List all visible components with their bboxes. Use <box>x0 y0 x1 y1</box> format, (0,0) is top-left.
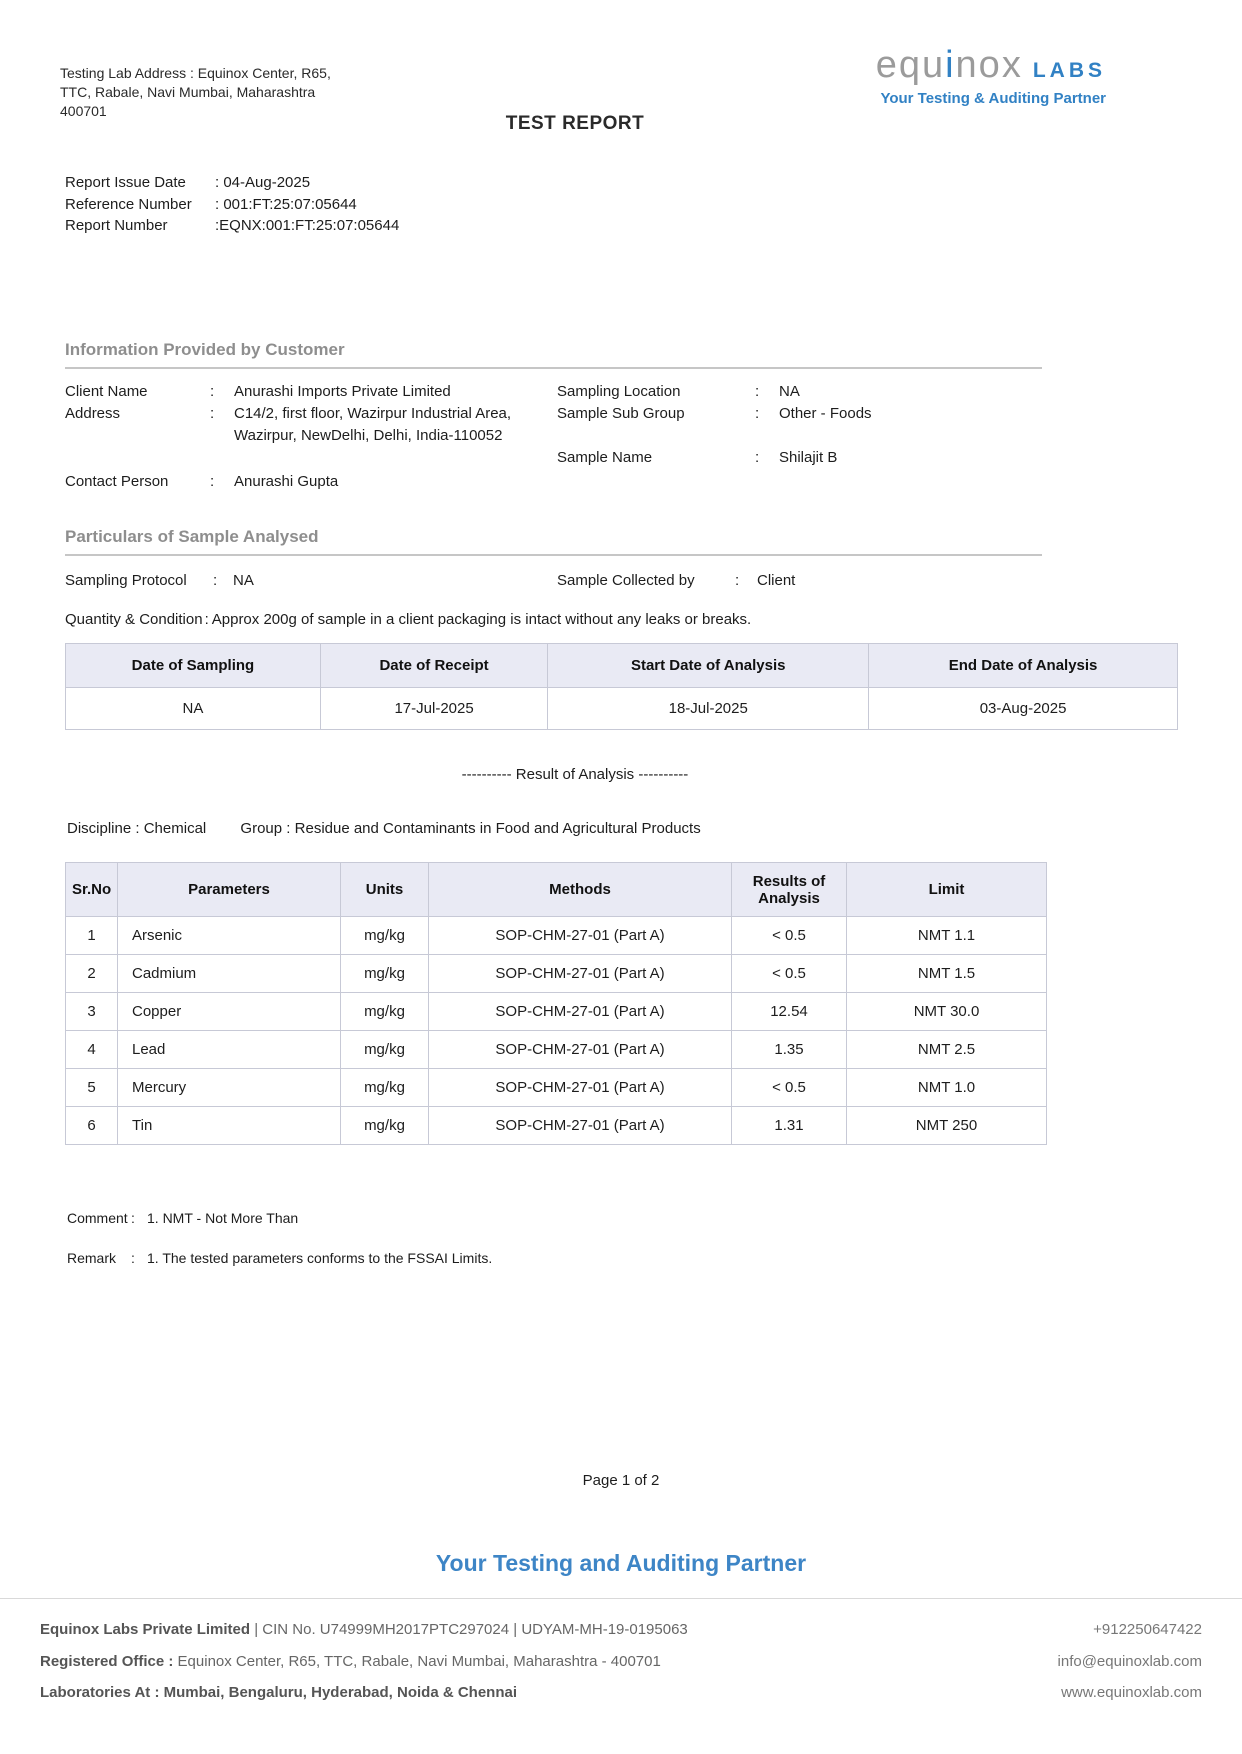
reference-number-value: : 001:FT:25:07:05644 <box>215 195 357 213</box>
reference-number-row <box>65 194 399 216</box>
sample-name-label: Sample Name <box>557 449 653 466</box>
footer-row-1 <box>40 1614 1202 1646</box>
bottom-tagline: Your Testing and Auditing Partner <box>435 1550 807 1576</box>
logo-wordmark <box>850 44 1106 87</box>
customer-info-grid <box>65 381 1042 493</box>
remark-label: Remark <box>67 1250 117 1266</box>
footer-website: www.equinoxlab.com <box>1061 1684 1202 1701</box>
comment-label: Comment <box>67 1210 128 1226</box>
registered-office-label: Registered Office : <box>40 1652 174 1670</box>
discipline-label: Discipline <box>67 820 132 837</box>
logo-tagline: Your Testing & Auditing Partner <box>880 90 1106 107</box>
address-row: Address : C14/2, first floor, Wazirpur Industrial Area, Wazirpur, NewDelhi, Delhi, India-110052 <box>65 403 557 447</box>
date-of-sampling-value: NA <box>66 688 321 730</box>
srno-cell: 1 <box>66 917 118 955</box>
remark-row: Remark : 1. The tested parameters conforms to the FSSAI Limits. <box>67 1250 493 1266</box>
dates-header-row <box>66 644 1178 688</box>
report-issue-date-value: : 04-Aug-2025 <box>215 174 311 191</box>
units-cell: mg/kg <box>341 993 429 1031</box>
comment-text: 1. NMT - Not More Than <box>147 1210 299 1226</box>
client-name-label: Client Name <box>65 383 148 400</box>
remark-text: 1. The tested parameters conforms to the FSSAI Limits. <box>147 1250 493 1266</box>
customer-info-heading: Information Provided by Customer <box>65 340 1042 369</box>
limit-cell: NMT 1.1 <box>847 917 1047 955</box>
report-number-label: Report Number <box>65 217 168 234</box>
sample-name-row: Sample Name : Shilajit B <box>557 447 1042 469</box>
sampling-protocol-value: NA <box>233 572 254 589</box>
equinox-labs-logo <box>850 44 1106 107</box>
parameter-cell: Tin <box>118 1107 341 1145</box>
methods-header: Methods <box>429 863 732 917</box>
particulars-row <box>65 570 1042 592</box>
page-title: TEST REPORT <box>505 113 645 134</box>
report-number-value: :EQNX:001:FT:25:07:05644 <box>215 217 400 234</box>
company-line <box>40 1614 688 1646</box>
sample-collected-by-value: Client <box>757 572 796 589</box>
sample-sub-group-value: Other - Foods <box>779 405 872 422</box>
sample-collected-by-label: Sample Collected by <box>557 572 695 589</box>
logo-blue-i: i <box>945 44 956 86</box>
limit-cell: NMT 1.0 <box>847 1069 1047 1107</box>
start-date-header: Start Date of Analysis <box>548 644 869 688</box>
sampling-protocol-label: Sampling Protocol <box>65 572 187 589</box>
particulars-heading: Particulars of Sample Analysed <box>65 527 1042 556</box>
sampling-protocol-row: Sampling Protocol : NA <box>65 570 557 592</box>
footer-row-2 <box>40 1646 1202 1678</box>
discipline-group-line: Discipline : Chemical Group : Residue and Contaminants in Food and Agricultural Products <box>67 820 701 837</box>
address-value: C14/2, first floor, Wazirpur Industrial Area, Wazirpur, NewDelhi, Delhi, India-110052 <box>234 405 512 444</box>
units-cell: mg/kg <box>341 1031 429 1069</box>
customer-info-section <box>65 340 1042 493</box>
logo-equinox-text: equinox <box>875 44 1023 86</box>
sampling-location-row: Sampling Location : NA <box>557 381 1042 403</box>
method-cell: SOP-CHM-27-01 (Part A) <box>429 1031 732 1069</box>
result-cell: < 0.5 <box>732 955 847 993</box>
limit-cell: NMT 30.0 <box>847 993 1047 1031</box>
srno-cell: 2 <box>66 955 118 993</box>
group-label: Group <box>240 820 283 837</box>
parameter-cell: Copper <box>118 993 341 1031</box>
sample-sub-group-row: Sample Sub Group : Other - Foods <box>557 403 1042 425</box>
lab-address-line-2: TTC, Rabale, Navi Mumbai, Maharashtra <box>60 84 316 100</box>
results-table <box>65 862 1047 1145</box>
date-of-receipt-header: Date of Receipt <box>320 644 547 688</box>
sampling-location-label: Sampling Location <box>557 383 681 400</box>
sampling-location-value: NA <box>779 383 800 400</box>
dates-value-row <box>66 688 1178 730</box>
table-row <box>66 1107 1047 1145</box>
sample-name-value: Shilajit B <box>779 449 838 466</box>
company-name: Equinox Labs Private Limited <box>40 1621 251 1638</box>
units-cell: mg/kg <box>341 1069 429 1107</box>
start-date-value: 18-Jul-2025 <box>548 688 869 730</box>
srno-cell: 4 <box>66 1031 118 1069</box>
footer-email: info@equinoxlab.com <box>1057 1652 1202 1670</box>
result-cell: 1.31 <box>732 1107 847 1145</box>
units-cell: mg/kg <box>341 1107 429 1145</box>
comment-row: Comment : 1. NMT - Not More Than <box>67 1210 299 1226</box>
report-issue-date-row <box>65 172 399 194</box>
logo-labs-text: LABS <box>1032 59 1106 82</box>
method-cell: SOP-CHM-27-01 (Part A) <box>429 917 732 955</box>
units-cell: mg/kg <box>341 955 429 993</box>
customer-info-right-column <box>557 381 1042 493</box>
result-cell: 12.54 <box>732 993 847 1031</box>
result-of-analysis-heading: ---------- Result of Analysis ---------- <box>461 766 689 783</box>
client-name-value: Anurashi Imports Private Limited <box>234 383 451 400</box>
srno-cell: 5 <box>66 1069 118 1107</box>
sample-sub-group-label: Sample Sub Group <box>557 405 685 422</box>
srno-cell: 6 <box>66 1107 118 1145</box>
lab-address-line-3: 400701 <box>60 103 107 119</box>
report-issue-date-label: Report Issue Date <box>65 174 186 191</box>
sample-collected-by-row: Sample Collected by : Client <box>557 570 1042 592</box>
method-cell: SOP-CHM-27-01 (Part A) <box>429 1107 732 1145</box>
quantity-condition-value: Approx 200g of sample in a client packaging is intact without any leaks or breaks. <box>211 611 752 628</box>
footer-divider <box>0 1598 1242 1599</box>
method-cell: SOP-CHM-27-01 (Part A) <box>429 993 732 1031</box>
units-cell: mg/kg <box>341 917 429 955</box>
registered-office-line <box>40 1646 661 1678</box>
report-number-row <box>65 215 399 237</box>
end-date-header: End Date of Analysis <box>869 644 1178 688</box>
registered-office-value: Equinox Center, R65, TTC, Rabale, Navi Mumbai, Maharashtra - 400701 <box>173 1652 661 1670</box>
end-date-value: 03-Aug-2025 <box>869 688 1178 730</box>
contact-person-label: Contact Person <box>65 473 169 490</box>
footer <box>40 1614 1202 1709</box>
result-cell: < 0.5 <box>732 917 847 955</box>
parameter-cell: Cadmium <box>118 955 341 993</box>
parameters-header: Parameters <box>118 863 341 917</box>
parameter-cell: Lead <box>118 1031 341 1069</box>
srno-cell: 3 <box>66 993 118 1031</box>
srno-header: Sr.No <box>66 863 118 917</box>
reference-number-label: Reference Number <box>65 195 192 213</box>
parameter-cell: Mercury <box>118 1069 341 1107</box>
company-registration: | CIN No. U74999MH2017PTC297024 | UDYAM-MH-19-0195063 <box>250 1621 688 1638</box>
result-cell: 1.35 <box>732 1031 847 1069</box>
quantity-condition-label: Quantity & Condition <box>65 611 203 628</box>
date-of-sampling-header: Date of Sampling <box>66 644 321 688</box>
laboratories-line: Laboratories At : Mumbai, Bengaluru, Hyderabad, Noida & Chennai <box>40 1684 518 1701</box>
table-row <box>66 1069 1047 1107</box>
page-number: Page 1 of 2 <box>582 1472 660 1489</box>
footer-phone: +912250647422 <box>1093 1621 1202 1638</box>
particulars-section <box>65 527 1042 631</box>
method-cell: SOP-CHM-27-01 (Part A) <box>429 1069 732 1107</box>
contact-person-row: Contact Person : Anurashi Gupta <box>65 471 557 493</box>
contact-person-value: Anurashi Gupta <box>234 473 339 490</box>
limit-header: Limit <box>847 863 1047 917</box>
group-value: Residue and Contaminants in Food and Agricultural Products <box>294 820 701 837</box>
client-name-row: Client Name : Anurashi Imports Private Limited <box>65 381 557 403</box>
limit-cell: NMT 1.5 <box>847 955 1047 993</box>
units-header: Units <box>341 863 429 917</box>
address-label: Address <box>65 405 121 422</box>
date-of-receipt-value: 17-Jul-2025 <box>320 688 547 730</box>
table-row <box>66 1031 1047 1069</box>
results-of-analysis-header: Results of Analysis <box>732 863 847 917</box>
method-cell: SOP-CHM-27-01 (Part A) <box>429 955 732 993</box>
table-row <box>66 993 1047 1031</box>
quantity-condition-row: Quantity & Condition : Approx 200g of sample in a client packaging is intact without any leaks or breaks. <box>65 609 1042 631</box>
report-meta-block <box>65 172 399 237</box>
lab-address-line-1: Testing Lab Address : Equinox Center, R65, <box>60 65 331 81</box>
discipline-value: Chemical <box>143 820 207 837</box>
analysis-dates-table <box>65 643 1178 730</box>
table-row <box>66 955 1047 993</box>
customer-info-left-column <box>65 381 557 493</box>
results-header-row <box>66 863 1047 917</box>
table-row <box>66 917 1047 955</box>
limit-cell: NMT 2.5 <box>847 1031 1047 1069</box>
parameter-cell: Arsenic <box>118 917 341 955</box>
limit-cell: NMT 250 <box>847 1107 1047 1145</box>
result-cell: < 0.5 <box>732 1069 847 1107</box>
footer-row-3 <box>40 1677 1202 1709</box>
